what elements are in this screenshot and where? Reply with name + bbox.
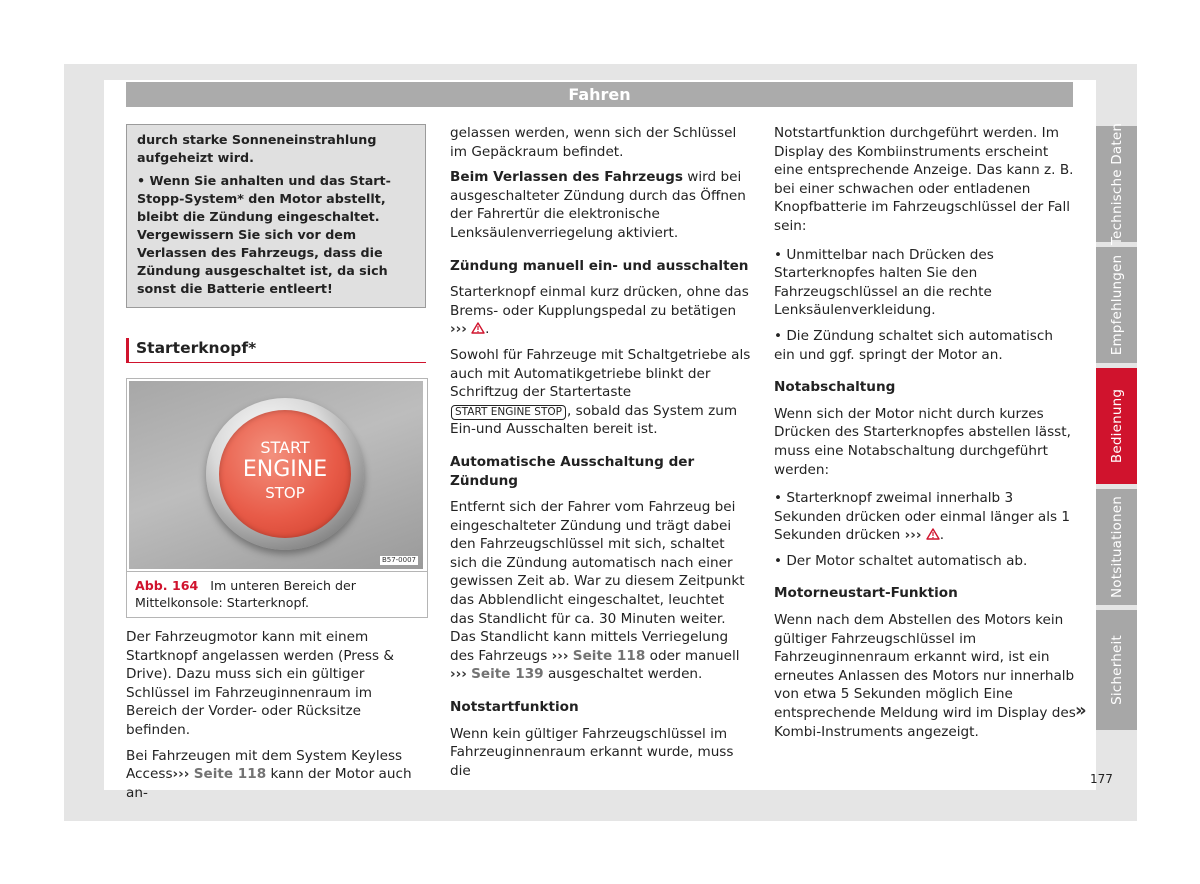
paragraph: Starterknopf einmal kurz drücken, ohne das Brems- oder Kupplungspedal zu betätigen ››› .	[450, 284, 749, 338]
tab-label: Technische Daten	[1108, 122, 1125, 246]
warning-text: durch starke Sonneneinstrahlung aufgeheizt wird.	[137, 132, 377, 165]
subheading: Zündung manuell ein- und ausschalten	[450, 257, 749, 274]
side-tab-nav	[1096, 122, 1137, 730]
list-item: • Unmittelbar nach Drücken des Starterknopfes halten Sie den Fahrzeugschlüssel an die rechte Lenksäulenverkleidung.	[774, 246, 994, 319]
paragraph-lead: Beim Verlassen des Fahrzeugs	[450, 169, 683, 186]
paragraph-text: Bei Fahrzeugen mit dem System Keyless Access	[126, 747, 403, 783]
start-engine-button	[219, 410, 351, 538]
paragraph	[450, 168, 752, 242]
reference-arrows-icon: ›››	[904, 527, 922, 544]
tab-label: Notsituationen	[1108, 495, 1125, 599]
list-item: • Die Zündung schaltet sich automatisch ein und ggf. springt der Motor an.	[774, 327, 1053, 363]
image-code: B57-0007	[381, 556, 416, 564]
paragraph	[126, 747, 426, 803]
button-text-start: START	[260, 438, 310, 457]
paragraph: gelassen werden, wenn sich der Schlüssel im Gepäckraum befindet.	[450, 125, 737, 160]
caption-label: Abb. 164	[135, 578, 199, 593]
reference-arrows-icon: ›››	[172, 766, 190, 783]
reference-arrows-icon: ›››	[551, 647, 569, 664]
tab-technische-daten[interactable]	[1096, 122, 1137, 246]
column-middle	[450, 124, 752, 787]
caption-text: Im unteren Bereich der Mittelkonsole: Starterknopf.	[135, 578, 356, 610]
figure-starterknopf	[126, 378, 428, 618]
subheading: Notstartfunktion	[450, 699, 579, 716]
paragraph	[450, 346, 752, 439]
paragraph: Notstartfunktion durchgeführt werden. Im Display des Kombiinstruments erscheint eine entsprechende Anzeige. Das kann z. B. bei einer schwachen oder entladenen Knopfbatterie im Fahrzeugschlüssel der Fall sein:	[774, 125, 1074, 234]
figure-image	[129, 381, 423, 569]
page-number: 177	[1090, 772, 1113, 786]
paragraph	[450, 498, 752, 684]
tab-sicherheit[interactable]	[1096, 610, 1137, 730]
subheading: Notabschaltung	[774, 379, 896, 396]
page-link[interactable]: Seite 139	[471, 666, 544, 683]
paragraph-text: oder manuell	[649, 647, 740, 664]
figure-caption	[127, 571, 427, 617]
paragraph: Wenn nach dem Abstellen des Motors kein gültiger Fahrzeugschlüssel im Fahrzeuginnenraum erkannt wird, ist ein erneutes Anlassen des Motors nur innerhalb von etwa 5 Sekunden möglich Eine entsprechende Meldung wird im Display des Kombi-Instruments angezeigt.	[774, 612, 1076, 740]
button-text-stop: STOP	[265, 484, 305, 502]
list-item: • Starterknopf zweimal innerhalb 3 Sekunden drücken oder einmal länger als 1 Sekunden drücken ››› .	[774, 490, 1071, 544]
button-text-engine: ENGINE	[242, 457, 328, 482]
warning-box	[126, 124, 426, 308]
paragraph-text: Entfernt sich der Fahrer vom Fahrzeug bei eingeschalteter Zündung und trägt dabei den Fahrzeugschlüssel mit sich, schaltet sich die Zündung automatisch nach einer gewissen Zeit ab. War zu diesem Zeitpunkt das Abblendlicht eingeschaltet, leuchtet das Standlicht für ca. 30 Minuten weiter. Das Standlicht kann mittels Verriegelung des Fahrzeugs	[450, 499, 745, 664]
start-engine-stop-key-label: START ENGINE STOP	[451, 405, 566, 420]
reference-arrows-icon: ›››	[450, 321, 467, 338]
column-right	[774, 124, 1076, 748]
tab-label: Empfehlungen	[1108, 254, 1125, 356]
subheading: Automatische Ausschaltung der Zündung	[450, 453, 695, 489]
list-item-text: • Starterknopf zweimal innerhalb 3 Sekunden drücken oder einmal länger als 1 Sekunden drücken	[774, 490, 1071, 544]
paragraph: Wenn sich der Motor nicht durch kurzes Drücken des Starterknopfes abstellen lässt, muss eine Notabschaltung durchgeführt werden:	[774, 405, 1071, 478]
reference-arrows-icon: ›››	[450, 666, 467, 683]
warning-triangle-icon[interactable]	[926, 528, 940, 540]
chapter-header: Fahren	[126, 82, 1073, 107]
tab-label: Bedienung	[1108, 388, 1125, 464]
continue-arrows-icon: »	[1075, 700, 1087, 721]
paragraph-text: Starterknopf einmal kurz drücken, ohne das Brems- oder Kupplungspedal zu betätigen	[450, 284, 749, 319]
tab-label: Sicherheit	[1108, 635, 1125, 705]
section-title: Starterknopf*	[126, 338, 426, 363]
column-left	[126, 124, 426, 809]
paragraph: Wenn kein gültiger Fahrzeugschlüssel im Fahrzeuginnenraum erkannt wurde, muss die	[450, 725, 734, 779]
page-link[interactable]: Seite 118	[193, 766, 267, 783]
tab-bedienung[interactable]	[1096, 368, 1137, 484]
paragraph-text: Sowohl für Fahrzeuge mit Schaltgetriebe als auch mit Automatikgetriebe blinkt der Schriftzug der Startertaste	[450, 346, 751, 401]
paragraph-text: , sobald das System zum Ein-und Ausschalten bereit ist.	[450, 402, 738, 438]
warning-triangle-icon[interactable]	[471, 322, 485, 334]
warning-bullet: • Wenn Sie anhalten und das Start-Stopp-System* den Motor abstellt, bleibt die Zündung eingeschaltet. Vergewissern Sie sich vor dem Verlassen des Fahrzeugs, dass die Zündung ausgeschaltet ist, da sich sonst die Batterie entleert!	[137, 173, 391, 296]
paragraph-text: wird bei ausgeschalteter Zündung durch das Öffnen der Fahrertür die elektronische Lenksäulenverriegelung aktiviert.	[450, 169, 746, 241]
tab-notsituationen[interactable]	[1096, 489, 1137, 605]
paragraph-text: kann der Motor auch an-	[126, 766, 412, 801]
subheading: Motorneustart-Funktion	[774, 585, 958, 602]
paragraph-text: ausgeschaltet werden.	[547, 666, 703, 683]
button-bezel	[206, 398, 364, 550]
paragraph: Der Fahrzeugmotor kann mit einem Startknopf angelassen werden (Press & Drive). Dazu muss sich ein gültiger Schlüssel im Fahrzeuginnenraum im Bereich der Vorder- oder Rücksitze befinden.	[126, 629, 395, 738]
tab-empfehlungen[interactable]	[1096, 247, 1137, 363]
page-link[interactable]: Seite 118	[572, 647, 646, 664]
list-item: • Der Motor schaltet automatisch ab.	[774, 552, 1028, 569]
